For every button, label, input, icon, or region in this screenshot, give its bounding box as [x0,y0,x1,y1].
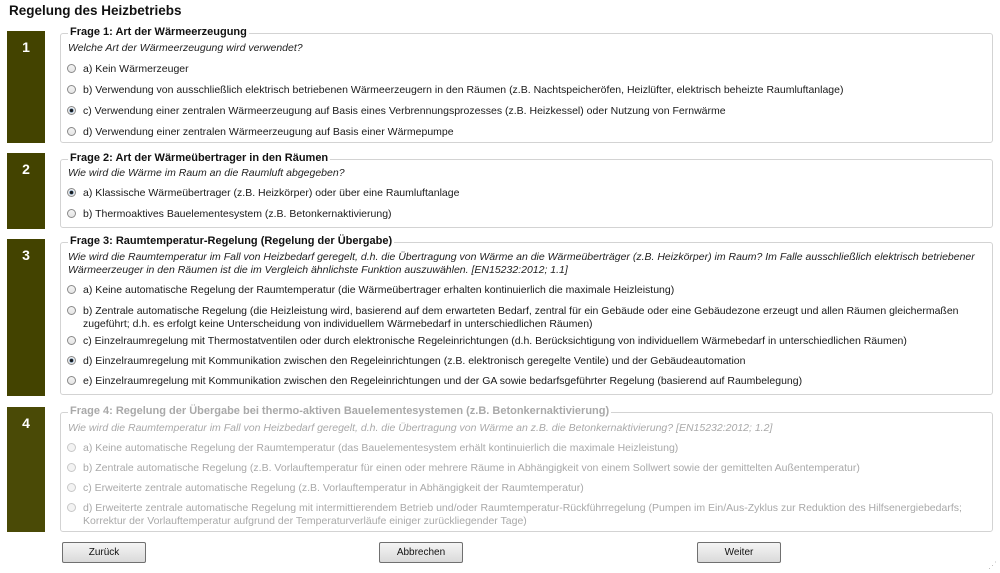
radio-button[interactable] [67,209,76,218]
option-label[interactable]: c) Verwendung einer zentralen Wärmeerzeugung auf Basis eines Verbrennungsprozesses (z.B. Heizkessel) oder Nutzung von Fernwärme [83,105,726,117]
question-text: Wie wird die Raumtemperatur im Fall von Heizbedarf geregelt, d.h. die Übertragung von Wärme an z.B. die Betonkernaktivierung? [EN15232:2012; 1.2] [68,422,773,434]
question-text: Welche Art der Wärmeerzeugung wird verwendet? [68,42,303,54]
option-label[interactable]: d) Verwendung einer zentralen Wärmeerzeugung auf Basis einer Wärmepumpe [83,126,454,138]
radio-button[interactable] [67,85,76,94]
question-text: Wie wird die Wärme im Raum an die Raumluft abgegeben? [68,167,345,179]
radio-button-checked[interactable] [67,356,76,365]
cancel-button[interactable]: Abbrechen [379,542,463,563]
question-group-3 [60,235,993,395]
question-number-3: 3 [7,239,45,396]
radio-button-checked[interactable] [67,188,76,197]
group-title: Frage 4: Regelung der Übergabe bei thermo-aktiven Bauelementesystemen (z.B. Betonkernaktivierung) [70,405,610,417]
question-group-4 [60,405,993,532]
group-title: Frage 3: Raumtemperatur-Regelung (Regelung der Übergabe) [70,235,393,247]
radio-button[interactable] [67,127,76,136]
page-title: Regelung des Heizbetriebs [9,3,182,18]
question-number-4: 4 [7,407,45,532]
option-label[interactable]: b) Zentrale automatische Regelung (die Heizleistung wird, basierend auf dem erwarteten Bedarf, zentral für ein Gebäude oder eine Gebäudezone erzeugt und allen Räumen gleichermaßen zugeführt; d.h. es erfolgt keine Unterscheidung von individuellem Wärmebedarf in unterschiedlichen Räumen) [83,305,959,330]
question-number-1: 1 [7,31,45,143]
option-label[interactable]: a) Klassische Wärmeübertrager (z.B. Heizkörper) oder über eine Raumluftanlage [83,187,460,199]
radio-button[interactable] [67,64,76,73]
option-label[interactable]: a) Kein Wärmerzeuger [83,63,189,75]
next-button[interactable]: Weiter [697,542,781,563]
option-label[interactable]: b) Thermoaktives Bauelementesystem (z.B. Betonkernaktivierung) [83,208,392,220]
option-label: a) Keine automatische Regelung der Raumtemperatur (das Bauelementesystem erhält kontinuierlich die maximale Heizleistung) [83,442,679,454]
radio-button[interactable] [67,306,76,315]
radio-button[interactable] [67,285,76,294]
option-label[interactable]: b) Verwendung von ausschließlich elektrisch betriebenen Wärmeerzeugern in den Räumen (z.B. Nachtspeicheröfen, Heizlüfter, elektrisch beheizte Raumluftanlage) [83,84,844,96]
radio-button-disabled [67,463,76,472]
option-label[interactable]: c) Einzelraumregelung mit Thermostatventilen oder durch elektronische Regeleinrichtungen (d.h. Berücksichtigung von individuellem Wärmebedarf in unterschiedlichen Räumen) [83,335,907,347]
group-title: Frage 1: Art der Wärmeerzeugung [70,26,247,38]
question-text: Wie wird die Raumtemperatur im Fall von Heizbedarf geregelt, d.h. die Übertragung von Wärme an die Wärmeüberträger (z.B. Heizkörper) im Raum? Im Falle ausschließlich elektrisch betriebener Wärmeerzeuger in den Räumen ist die im Vergleich ähnlichste Funktion auszuwählen. [EN15232:2012; 1.1] [68,251,975,276]
radio-button-disabled [67,503,76,512]
radio-button-checked[interactable] [67,106,76,115]
option-label: b) Zentrale automatische Regelung (z.B. Vorlauftemperatur für einen oder mehrere Räume in Abhängigkeit von einem Sollwert sowie der gemittelten Außentemperatur) [83,462,860,474]
option-label: d) Erweiterte zentrale automatische Regelung mit intermittierendem Betrieb und/oder Raumtemperatur-Rückführregelung (Pumpen im Ein/Aus-Zyklus zur Reduktion des Hilfsenergiebedarfs; Korrektur der Vorlauftemperatur aufgrund der Temperaturverläufe einiger zurückliegender Tage) [83,502,962,527]
option-label[interactable]: a) Keine automatische Regelung der Raumtemperatur (die Wärmeübertrager erhalten kontinuierlich die maximale Heizleistung) [83,284,675,296]
question-group-2 [60,152,993,228]
back-button[interactable]: Zurück [62,542,146,563]
option-label[interactable]: e) Einzelraumregelung mit Kommunikation zwischen den Regeleinrichtungen und der GA sowie bedarfsgeführter Regelung (basierend auf Raumbelegung) [83,375,803,387]
option-label[interactable]: d) Einzelraumregelung mit Kommunikation zwischen den Regeleinrichtungen (z.B. elektronisch geregelte Ventile) und der Gebäudeautomation [83,355,746,367]
question-group-1 [60,26,993,143]
option-label: c) Erweiterte zentrale automatische Regelung (z.B. Vorlauftemperatur in Abhängigkeit der Raumtemperatur) [83,482,584,494]
radio-button[interactable] [67,376,76,385]
resize-grip-icon[interactable]: ⋰ [988,560,997,570]
question-number-2: 2 [7,153,45,229]
group-title: Frage 2: Art der Wärmeübertrager in den Räumen [70,152,329,164]
radio-button[interactable] [67,336,76,345]
radio-button-disabled [67,483,76,492]
radio-button-disabled [67,443,76,452]
